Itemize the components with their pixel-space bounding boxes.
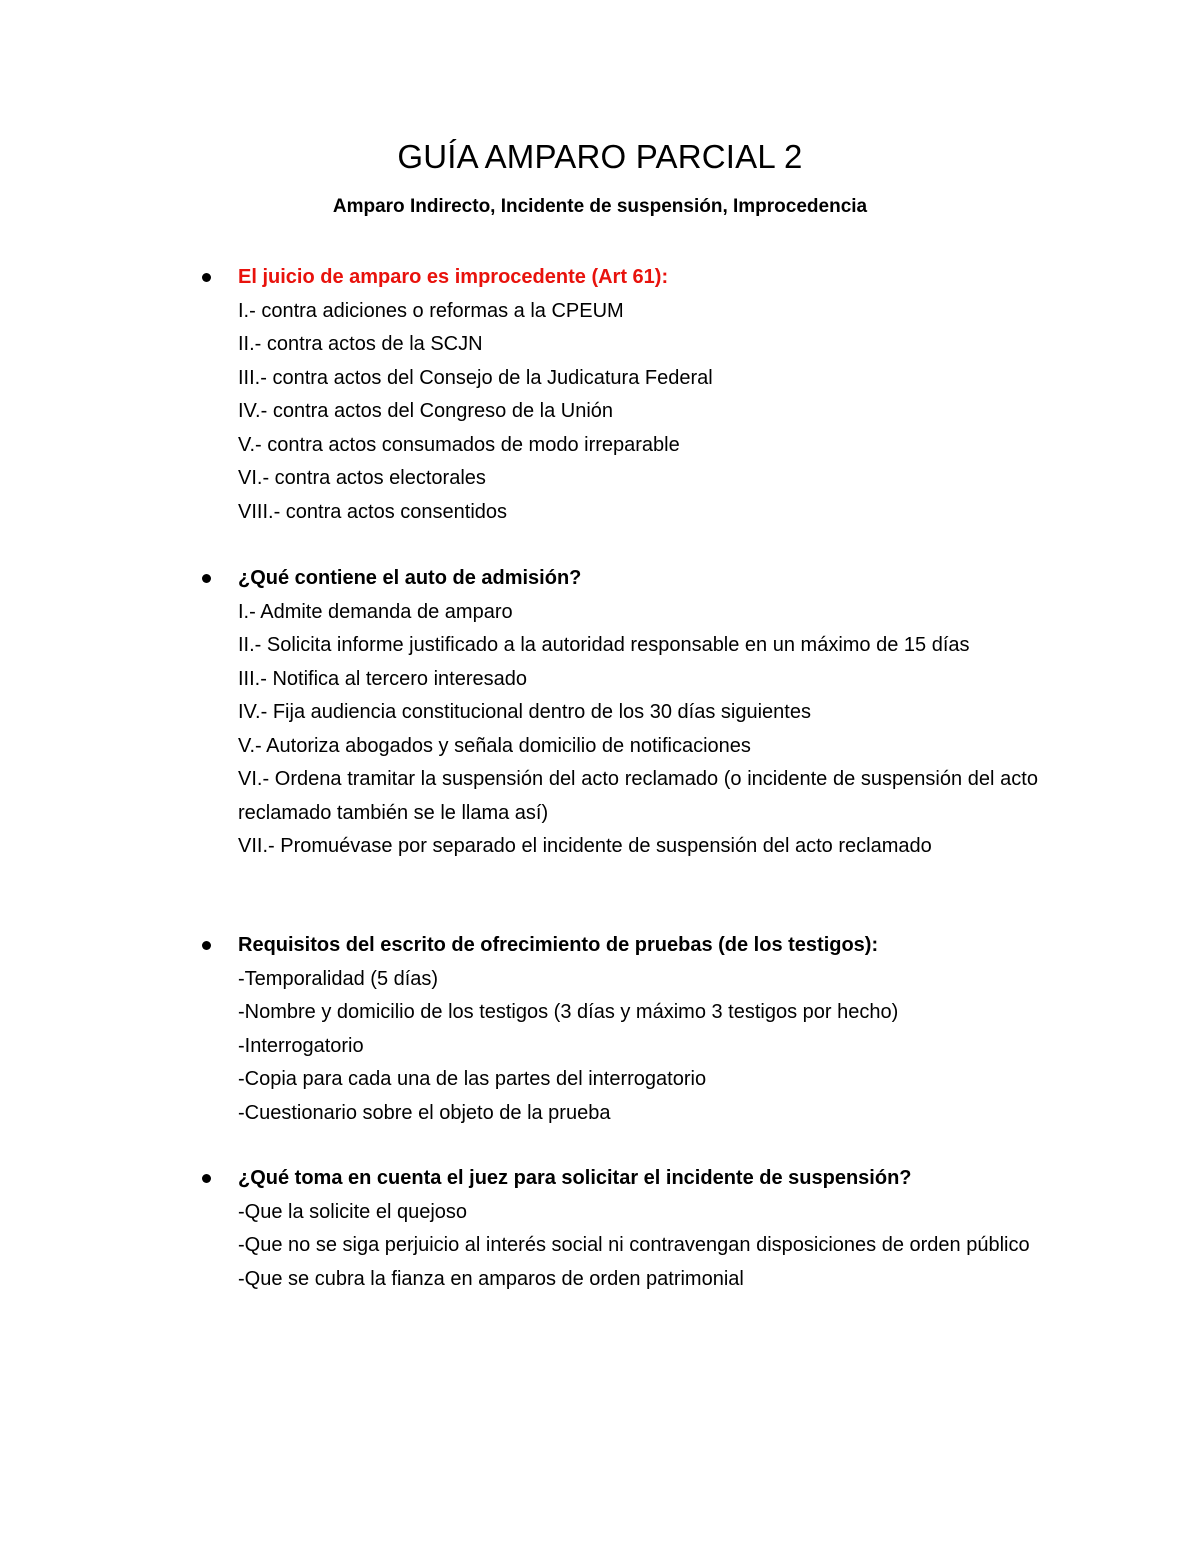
list-item: VII.- Promuévase por separado el incidente de suspensión del acto reclamado bbox=[238, 835, 932, 857]
list-item: VI.- Ordena tramitar la suspensión del acto reclamado (o incidente de suspensión del acto reclamado también se le llama así) bbox=[238, 768, 1038, 824]
section-incidente-suspension bbox=[238, 1162, 1038, 1296]
list-item: -Nombre y domicilio de los testigos (3 días y máximo 3 testigos por hecho) bbox=[238, 1001, 899, 1023]
section-ofrecimiento-pruebas bbox=[238, 929, 1038, 1130]
list-item: I.- contra adiciones o reformas a la CPEUM bbox=[238, 299, 624, 322]
list-item: -Temporalidad (5 días) bbox=[238, 967, 439, 990]
list-item: -Interrogatorio bbox=[238, 1034, 364, 1057]
section-heading: Requisitos del escrito de ofrecimiento de pruebas (de los testigos): bbox=[238, 934, 879, 956]
list-item: -Copia para cada una de las partes del interrogatorio bbox=[238, 1068, 707, 1090]
list-item: -Que la solicite el quejoso bbox=[238, 1200, 468, 1223]
document-title: GUÍA AMPARO PARCIAL 2 bbox=[397, 138, 803, 175]
list-item: II.- Solicita informe justificado a la autoridad responsable en un máximo de 15 días bbox=[238, 634, 970, 656]
list-item: III.- Notifica al tercero interesado bbox=[238, 667, 528, 690]
list-item: II.- contra actos de la SCJN bbox=[238, 333, 483, 355]
list-item: -Que se cubra la fianza en amparos de orden patrimonial bbox=[238, 1267, 744, 1290]
list-item: VI.- contra actos electorales bbox=[238, 467, 486, 489]
bullet-icon bbox=[202, 574, 211, 583]
section-heading: El juicio de amparo es improcedente (Art 61): bbox=[238, 266, 669, 288]
bullet-icon bbox=[202, 941, 211, 950]
section-heading: ¿Qué contiene el auto de admisión? bbox=[238, 567, 582, 589]
list-item: V.- Autoriza abogados y señala domicilio de notificaciones bbox=[238, 734, 751, 757]
bullet-icon bbox=[202, 1174, 211, 1183]
list-item: IV.- contra actos del Congreso de la Unión bbox=[238, 400, 614, 422]
list-item: -Que no se siga perjuicio al interés social ni contravengan disposiciones de orden público bbox=[238, 1234, 1030, 1256]
list-item: IV.- Fija audiencia constitucional dentro de los 30 días siguientes bbox=[238, 701, 811, 723]
list-item: I.- Admite demanda de amparo bbox=[238, 600, 513, 623]
list-item: V.- contra actos consumados de modo irreparable bbox=[238, 433, 680, 456]
document-subtitle: Amparo Indirecto, Incidente de suspensión, Improcedencia bbox=[332, 196, 868, 217]
list-item: III.- contra actos del Consejo de la Judicatura Federal bbox=[238, 366, 713, 389]
section-improcedencia bbox=[238, 261, 1038, 529]
list-item: -Cuestionario sobre el objeto de la prueba bbox=[238, 1101, 611, 1124]
bullet-icon bbox=[202, 273, 211, 282]
section-heading: ¿Qué toma en cuenta el juez para solicitar el incidente de suspensión? bbox=[238, 1167, 912, 1189]
list-item: VIII.- contra actos consentidos bbox=[238, 500, 508, 523]
section-auto-admision bbox=[238, 562, 1038, 864]
